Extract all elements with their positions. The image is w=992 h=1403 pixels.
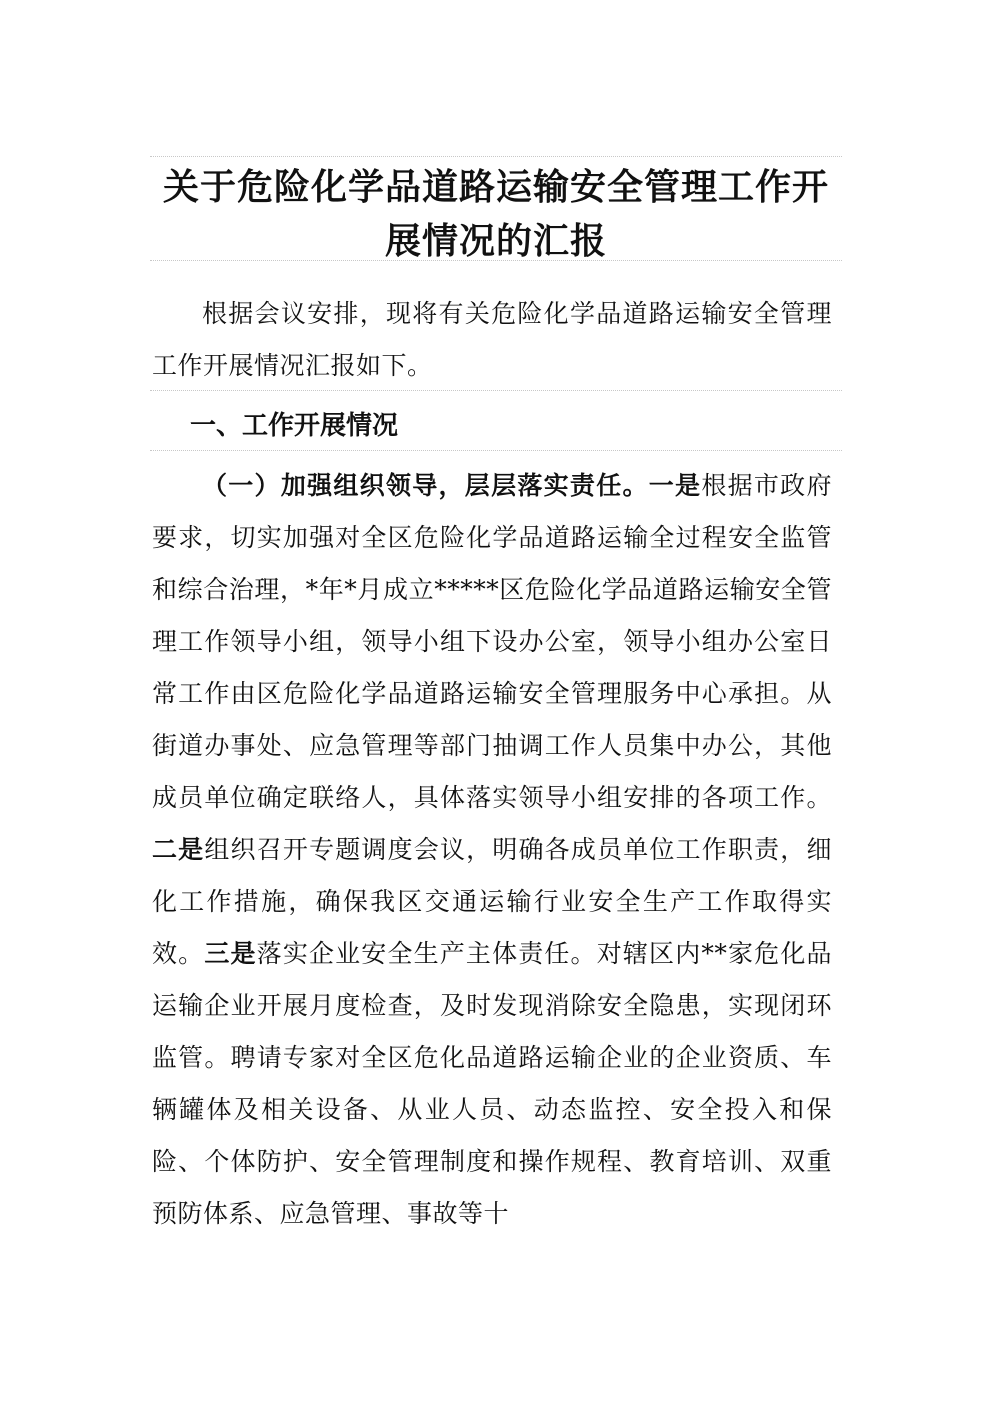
document-title: 关于危险化学品道路运输安全管理工作开展情况的汇报 [162, 166, 829, 262]
heading-bottom-rule [150, 450, 842, 451]
body-paragraph [152, 460, 832, 1240]
point-two-text: 组织召开专题调度会议，明确各成员单位工作职责，细化工作措施，确保我区交通运输行业安全生产工作取得实效。 [152, 835, 832, 968]
intro-paragraph: 根据会议安排，现将有关危险化学品道路运输安全管理工作开展情况汇报如下。 [152, 299, 832, 380]
section-heading: 一、工作开展情况 [190, 411, 399, 441]
point-three-label: 三是 [204, 939, 257, 968]
point-three-text: 落实企业安全生产主体责任。对辖区内**家危化品运输企业开展月度检查，及时发现消除安全隐患，实现闭环监管。聘请专家对全区危化品道路运输企业的企业资质、车辆罐体及相关设备、从业人员、动态监控、安全投入和保险、个体防护、安全管理制度和操作规程、教育培训、双重预防体系、应急管理、事故等十 [152, 939, 832, 1228]
subsection-title: （一）加强组织领导，层层落实责任。 [202, 471, 649, 500]
point-one-label: 一是 [648, 471, 702, 500]
point-one-text: 根据市政府要求，切实加强对全区危险化学品道路运输全过程安全监管和综合治理，*年*月成立*****区危险化学品道路运输安全管理工作领导小组，领导小组下设办公室，领导小组办公室日常工作由区危险化学品道路运输安全管理服务中心承担。从街道办事处、应急管理等部门抽调工作人员集中办公，其他成员单位确定联络人，具体落实领导小组安排的各项工作。 [152, 471, 832, 812]
title-top-rule [150, 156, 842, 157]
title-bottom-rule [150, 260, 842, 261]
intro-bottom-rule [150, 390, 842, 391]
point-two-label: 二是 [152, 835, 205, 864]
